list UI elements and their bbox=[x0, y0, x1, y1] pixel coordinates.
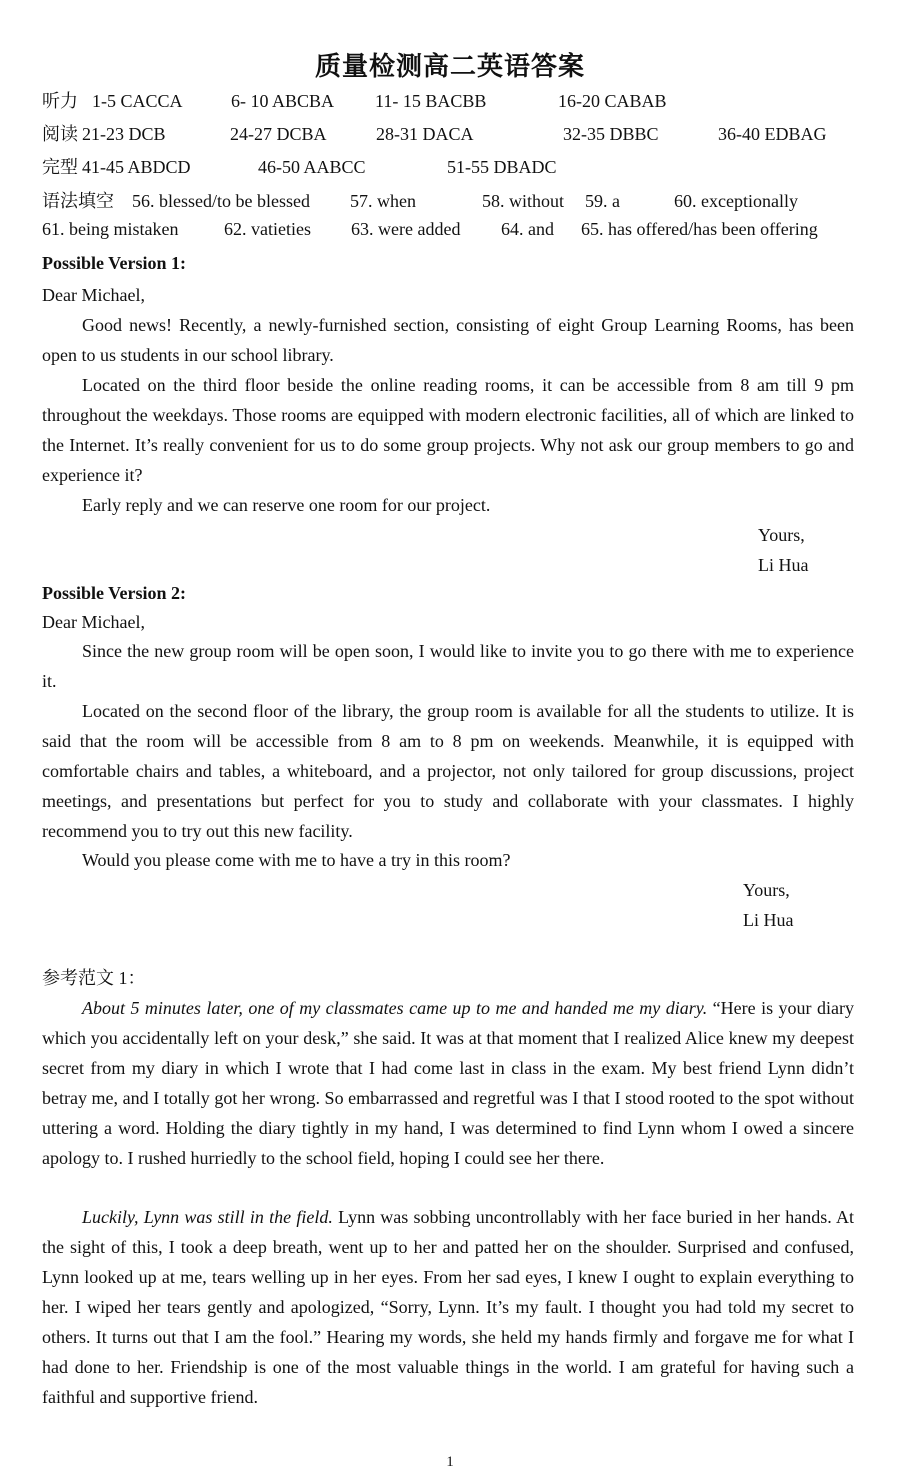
answer-group: 1-5 CACCA bbox=[92, 91, 183, 111]
answer-group: 41-45 ABDCD bbox=[82, 157, 191, 177]
version-2-signature: Li Hua bbox=[743, 910, 794, 930]
answer-section-label: 语法填空 bbox=[42, 191, 114, 211]
answer-group: 64. and bbox=[501, 219, 554, 239]
answer-group: 58. without bbox=[482, 191, 565, 211]
answer-group: 32-35 DBBC bbox=[563, 124, 659, 144]
answer-group: 21-23 DCB bbox=[82, 124, 166, 144]
version-1-greeting: Dear Michael, bbox=[42, 285, 145, 305]
sample-paragraph-1: About 5 minutes later, one of my classmates came up to me and handed me my diary. “Here is your diary which you accidentally left on your desk,” she said. It was at that moment that I realized Alice knew my deepest secret from my diary in which I wrote that I had come last in class in the exam. My best friend Lynn didn’t betray me, and I totally got her wrong. So embarrassed and regretful was I that I stood rooted to the spot without uttering a word. Holding the diary tightly in my hand, I was determined to find Lynn whom I owed a sincere apology to. I rushed hurriedly to the school field, hoping I could see her there. bbox=[42, 998, 854, 1168]
answer-group: 61. being mistaken bbox=[42, 219, 179, 239]
version-1-paragraph-1: Good news! Recently, a newly-furnished section, consisting of eight Group Learning Rooms, has been open to us students in our school library. bbox=[42, 315, 854, 365]
answer-section-label: 听力 bbox=[42, 91, 78, 111]
answer-group: 57. when bbox=[350, 191, 416, 211]
answer-row-listening bbox=[42, 89, 862, 113]
version-2-heading: Possible Version 2: bbox=[42, 583, 187, 603]
answer-group: 11- 15 BACBB bbox=[375, 91, 487, 111]
answer-group: 28-31 DACA bbox=[376, 124, 474, 144]
answer-group: 51-55 DBADC bbox=[447, 157, 557, 177]
version-1-paragraph-2: Located on the third floor beside the online reading rooms, it can be accessible from 8 am till 9 pm throughout the weekdays. Those rooms are equipped with modern electronic facilities, all of which are linked to the Internet. It’s really convenient for us to do some group projects. Why not ask our group members to go and experience it? bbox=[42, 375, 854, 485]
version-2-paragraph-3: Would you please come with me to have a try in this room? bbox=[82, 850, 511, 870]
answer-row-reading bbox=[42, 122, 862, 146]
answer-row-grammar-1 bbox=[42, 189, 862, 213]
answer-row-grammar-2 bbox=[42, 217, 862, 241]
answer-group: 36-40 EDBAG bbox=[718, 124, 827, 144]
sample-heading: 参考范文 1： bbox=[42, 968, 146, 988]
answer-group: 62. vatieties bbox=[224, 219, 311, 239]
page-number: 1 bbox=[446, 1454, 454, 1470]
answer-group: 46-50 AABCC bbox=[258, 157, 366, 177]
version-2-paragraph-2: Located on the second floor of the library, the group room is available for all the students to utilize. It is said that the room will be accessible from 8 am to 8 pm on weekends. Meanwhile, it is equipped with comfortable chairs and tables, a whiteboard, and a projector, not only tailored for group discussions, project meetings, and presentations but perfect for you to study and collaborate with your classmates. I highly recommend you to try out this new facility. bbox=[42, 701, 854, 841]
version-1-signature: Li Hua bbox=[758, 555, 809, 575]
answer-section-label: 完型 bbox=[42, 157, 78, 177]
answer-row-cloze bbox=[42, 155, 862, 179]
version-2-paragraph-1: Since the new group room will be open soon, I would like to invite you to go there with me to experience it. bbox=[42, 641, 854, 691]
answer-group: 60. exceptionally bbox=[674, 191, 798, 211]
version-1-closing: Yours, bbox=[758, 525, 805, 545]
sample-paragraph-2: Luckily, Lynn was still in the field. Lynn was sobbing uncontrollably with her face buried in her hands. At the sight of this, I took a deep breath, went up to her and patted her on the shoulder. Surprised and confused, Lynn looked up at me, tears welling up in her eyes. From her sad eyes, I knew I ought to explain everything to her. I wiped her tears gently and apologized, “Sorry, Lynn. It’s my fault. I thought you had told my secret to others. It turns out that I am the fool.” Hearing my words, she held my hands firmly and forgave me for what I had done to her. Friendship is one of the most valuable things in the world. I am grateful for having such a faithful and supportive friend. bbox=[42, 1207, 854, 1407]
version-2-closing: Yours, bbox=[743, 880, 790, 900]
version-2-greeting: Dear Michael, bbox=[42, 612, 145, 632]
answer-group: 59. a bbox=[585, 191, 620, 211]
answer-group: 16-20 CABAB bbox=[558, 91, 667, 111]
answer-group: 6- 10 ABCBA bbox=[231, 91, 335, 111]
version-1-heading: Possible Version 1: bbox=[42, 253, 187, 273]
answer-group: 56. blessed/to be blessed bbox=[132, 191, 310, 211]
version-1-paragraph-3: Early reply and we can reserve one room for our project. bbox=[82, 495, 491, 515]
answer-group: 24-27 DCBA bbox=[230, 124, 327, 144]
page-title: 质量检测高二英语答案 bbox=[314, 52, 585, 81]
answer-section-label: 阅读 bbox=[42, 124, 78, 144]
answer-group: 65. has offered/has been offering bbox=[581, 219, 818, 239]
answer-group: 63. were added bbox=[351, 219, 461, 239]
